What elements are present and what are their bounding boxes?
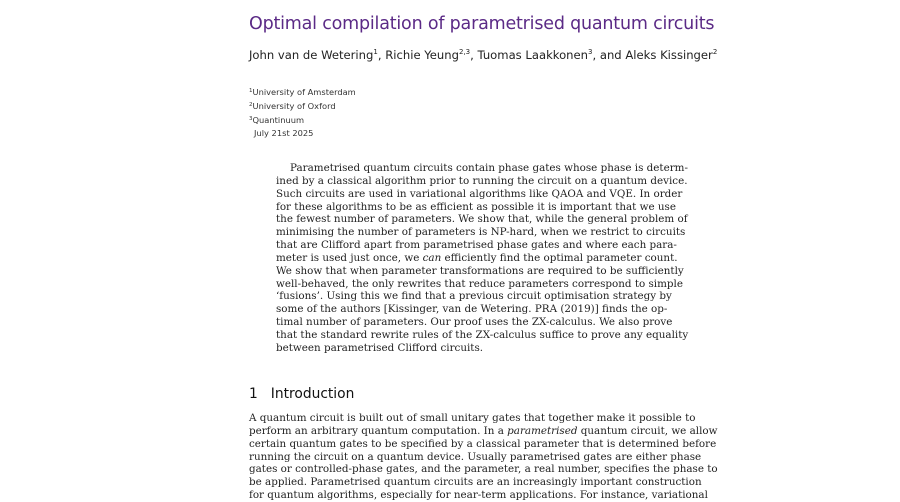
author: Tuomas Laakkonen$^3$, and: [477, 48, 626, 62]
affiliation: $^1$University of Amsterdam: [249, 87, 356, 97]
author-list: [249, 48, 717, 62]
abstract-line: timal number of parameters. Our proof uses the ZX-calculus. We also prove: [276, 316, 673, 329]
abstract-line: that the standard rewrite rules of the ZX-calculus suffice to prove any equality: [276, 328, 689, 341]
abstract-line: between parametrised Clifford circuits.: [276, 341, 484, 354]
abstract: [276, 162, 689, 355]
abstract-line: the fewest number of parameters. We show that, while the general problem of: [276, 213, 688, 226]
abstract-line: that are Clifford apart from parametrised phase gates and where each para-: [276, 239, 677, 252]
section-title: Introduction: [270, 386, 355, 402]
abstract-line: for these algorithms to be as efficient as possible it is important that we use: [276, 200, 676, 213]
abstract-line: We show that when parameter transformations are required to be sufficiently: [276, 264, 684, 277]
body-line: perform an arbitrary quantum computation. In a parametrised quantum circuit, we allow: [249, 424, 718, 437]
section-heading: [249, 386, 354, 402]
body-line: be applied. Parametrised quantum circuits are an increasingly important construction: [249, 476, 702, 489]
body-line: for quantum algorithms, especially for near-term applications. For instance, variational: [249, 489, 708, 502]
abstract-line: ined by a classical algorithm prior to running the circuit on a quantum device.: [276, 174, 688, 187]
abstract-line: Such circuits are used in variational algorithms like QAOA and VQE. In order: [276, 187, 683, 200]
abstract-line: well-behaved, the only rewrites that reduce parameters correspond to simple: [276, 277, 683, 290]
abstract-line: ‘fusions’. Using this we find that a previous circuit optimisation strategy by: [276, 290, 672, 303]
author: Richie Yeung$^{2,3}$,: [385, 48, 478, 62]
abstract-line: minimising the number of parameters is NP-hard, when we restrict to circuits: [276, 226, 686, 239]
affiliations: [249, 85, 356, 140]
abstract-line: Parametrised quantum circuits contain phase gates whose phase is determ-: [290, 162, 688, 174]
author: Aleks Kissinger$^2$: [625, 48, 718, 62]
affiliation: $^2$University of Oxford: [249, 100, 336, 111]
abstract-line: some of the authors [Kissinger, van de Wetering. PRA (2019)] finds the op-: [276, 303, 668, 316]
body-line: A quantum circuit is built out of small unitary gates that together make it possible to: [249, 412, 696, 424]
body-line: running the circuit on a quantum device. Usually parametrised gates are either phase: [249, 450, 702, 463]
affiliation: $^3$Quantinuum: [249, 114, 305, 125]
publication-date: July 21st 2025: [254, 127, 314, 138]
paper-title: Optimal compilation of parametrised quantum circuits: [249, 14, 715, 34]
section-number: 1: [249, 386, 258, 402]
author: John van de Wetering$^1$,: [249, 48, 386, 62]
abstract-line: meter is used just once, we can efficiently find the optimal parameter count.: [276, 251, 678, 264]
body-line: gates or controlled-phase gates, and the parameter, a real number, specifies the phase to: [249, 463, 718, 476]
body-line: certain quantum gates to be specified by a classical parameter that is determined before: [249, 437, 717, 450]
introduction-body: [249, 412, 718, 502]
